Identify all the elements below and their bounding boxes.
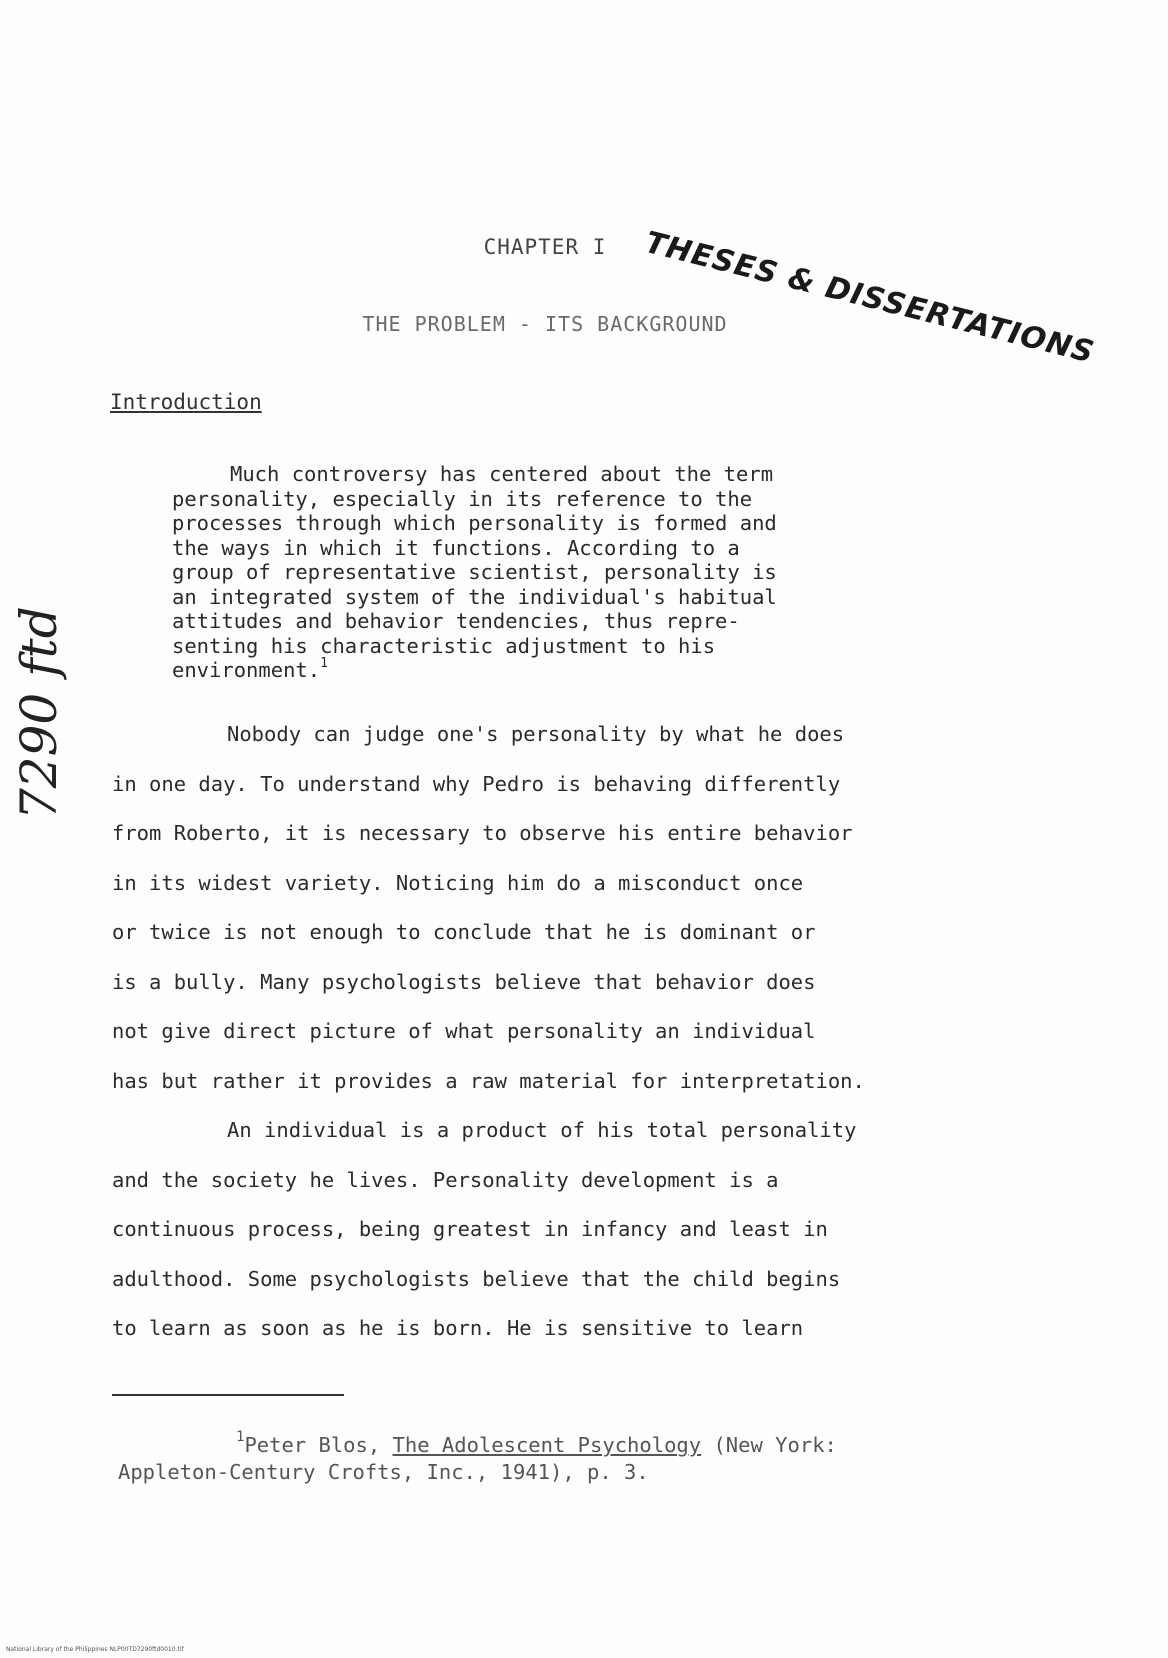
theses-dissertations-stamp: THESES & DISSERTATIONS	[641, 225, 1098, 371]
body-line: adulthood. Some psychologists believe that the child begins	[112, 1266, 841, 1291]
chapter-subtitle: THE PROBLEM - ITS BACKGROUND	[362, 312, 728, 336]
body-line: Nobody can judge one's personality by what he does	[227, 722, 845, 746]
footnote-marker: 1	[236, 1429, 245, 1445]
body-line: An individual is a product of his total personality	[227, 1118, 857, 1142]
footnote-divider	[112, 1394, 344, 1396]
body-line: has but rather it provides a raw material for interpretation.	[112, 1068, 865, 1093]
quote-line-text: environment.	[172, 658, 321, 682]
block-quote	[172, 462, 912, 683]
quote-line: attitudes and behavior tendencies, thus repre-	[172, 609, 740, 633]
body-line: in its widest variety. Noticing him do a misconduct once	[112, 870, 804, 895]
body-line: and the society he lives. Personality development is a	[112, 1167, 779, 1192]
body-line: is a bully. Many psychologists believe that behavior does	[112, 969, 816, 994]
footnote-line: Appleton-Century Crofts, Inc., 1941), p. 3.	[118, 1460, 649, 1484]
scan-credit: National Library of the Philippines NLP00TD7290ftd0010.tif	[6, 1646, 184, 1653]
quote-line: processes through which personality is formed and	[172, 511, 777, 535]
body-line: from Roberto, it is necessary to observe his entire behavior	[112, 821, 853, 845]
quote-line: an integrated system of the individual's habitual	[172, 584, 777, 609]
quote-line: senting his characteristic adjustment to his	[172, 633, 716, 658]
quote-line-last	[172, 658, 912, 683]
footnote-publisher-start: (New York:	[701, 1433, 837, 1457]
body-paragraphs	[112, 710, 1032, 1354]
quote-line: Much controversy has centered about the term	[230, 462, 774, 486]
chapter-heading: CHAPTER I	[483, 235, 607, 259]
handwritten-margin-note: 7290 ftd	[10, 606, 68, 820]
section-heading-introduction: Introduction	[110, 390, 262, 414]
footnote-author: Peter Blos,	[244, 1433, 393, 1457]
footnote-line	[118, 1429, 1018, 1459]
quote-line: the ways in which it functions. According to a	[172, 535, 740, 560]
quote-line: personality, especially in its reference to the	[172, 486, 753, 511]
footnote-title: The Adolescent Psychology	[392, 1433, 702, 1457]
quote-line: group of representative scientist, personality is	[172, 560, 777, 584]
body-line: in one day. To understand why Pedro is behaving differently	[112, 771, 841, 796]
body-line: not give direct picture of what personality an individual	[112, 1019, 816, 1043]
body-line: continuous process, being greatest in infancy and least in	[112, 1217, 828, 1241]
body-line: or twice is not enough to conclude that he is dominant or	[112, 920, 816, 944]
footnote	[118, 1429, 1018, 1486]
footnote-reference: 1	[320, 656, 328, 671]
body-line: to learn as soon as he is born. He is sensitive to learn	[112, 1316, 804, 1340]
